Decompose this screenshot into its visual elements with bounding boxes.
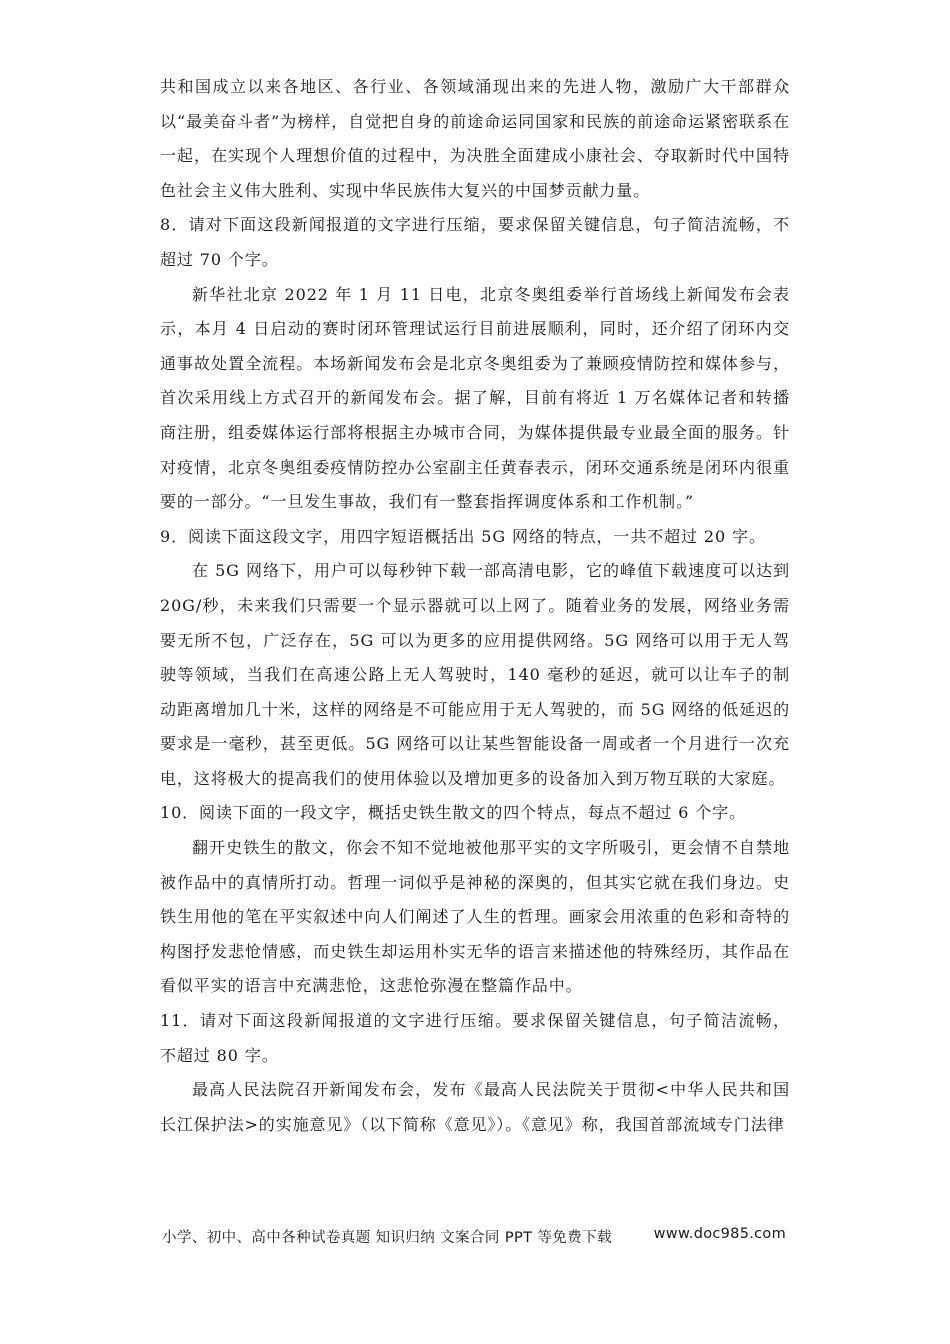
question-11-passage: 最高人民法院召开新闻发布会，发布《最高人民法院关于贯彻<中华人民共和国长江保护法>的实施意见》（以下简称《意见》）。《意见》称，我国首部流域专门法律 [160, 1080, 790, 1134]
question-9-passage: 在 5G 网络下，用户可以每秒钟下载一部高清电影，它的峰值下载速度可以达到 20G/秒，未来我们只需要一个显示器就可以上网了。随着业务的发展，网络业务需要无所不包，广泛存在，5G 可以为更多的应用提供网络。5G 网络可以用于无人驾驶等领域，当我们在高速公路上无人驾驶时，140 毫秒的延迟，就可以让车子的制动距离增加几十米，这样的网络是不可能应用于无人驾驶的，而 5G 网络的低延迟的要求是一毫秒，甚至更低。5G 网络可以让某些智能设备一周或者一个月进行一次充电，这将极大的提高我们的使用体验以及增加更多的设备加入到万物互联的大家庭。 [160, 561, 790, 788]
question-10: 10．阅读下面的一段文字，概括史铁生散文的四个特点，每点不超过 6 个字。 [160, 803, 747, 823]
paragraph-continued: 共和国成立以来各地区、各行业、各领域涌现出来的先进人物，激励广大干部群众以“最美奋斗者”为榜样，自觉把自身的前途命运同国家和民族的前途命运紧密联系在一起，在实现个人理想价值的过程中，为决胜全面建成小康社会、夺取新时代中国特色社会主义伟大胜利、实现中华民族伟大复兴的中国梦贡献力量。 [160, 77, 790, 200]
footer-promo-text: 小学、初中、高中各种试卷真题 知识归纳 文案合同 PPT 等免费下载 [162, 1230, 612, 1246]
question-8: 8．请对下面这段新闻报道的文字进行压缩，要求保留关键信息，句子简洁流畅，不超过 70 个字。 [160, 215, 790, 269]
question-10-passage: 翻开史铁生的散文，你会不知不觉地被他那平实的文字所吸引，更会情不自禁地被作品中的真情所打动。哲理一词似乎是神秘的深奥的，但其实它就在我们身边。史铁生用他的笔在平实叙述中向人们阐述了人生的哲理。画家会用浓重的色彩和奇特的构图抒发悲怆情感，而史铁生却运用朴实无华的语言来描述他的特殊经历，其作品在看似平实的语言中充满悲怆，这悲怆弥漫在整篇作品中。 [160, 838, 790, 996]
question-9: 9．阅读下面这段文字，用四字短语概括出 5G 网络的特点，一共不超过 20 字。 [160, 526, 766, 546]
page-footer [160, 1226, 790, 1252]
document-body [160, 70, 790, 1142]
footer-website-link[interactable]: www.doc985.com [653, 1226, 786, 1242]
question-8-passage: 新华社北京 2022 年 1 月 11 日电，北京冬奥组委举行首场线上新闻发布会表示，本月 4 日启动的赛时闭环管理试运行目前进展顺利，同时，还介绍了闭环内交通事故处置全流程。本场新闻发布会是北京冬奥组委为了兼顾疫情防控和媒体参与，首次采用线上方式召开的新闻发布会。据了解，目前有将近 1 万名媒体记者和转播商注册，组委媒体运行部将根据主办城市合同，为媒体提供最专业最全面的服务。针对疫情，北京冬奥组委疫情防控办公室副主任黄春表示，闭环交通系统是闭环内很重要的一部分。“一旦发生事故，我们有一整套指挥调度体系和工作机制。” [160, 284, 790, 512]
question-11: 11．请对下面这段新闻报道的文字进行压缩。要求保留关键信息，句子简洁流畅，不超过 80 字。 [160, 1011, 790, 1065]
